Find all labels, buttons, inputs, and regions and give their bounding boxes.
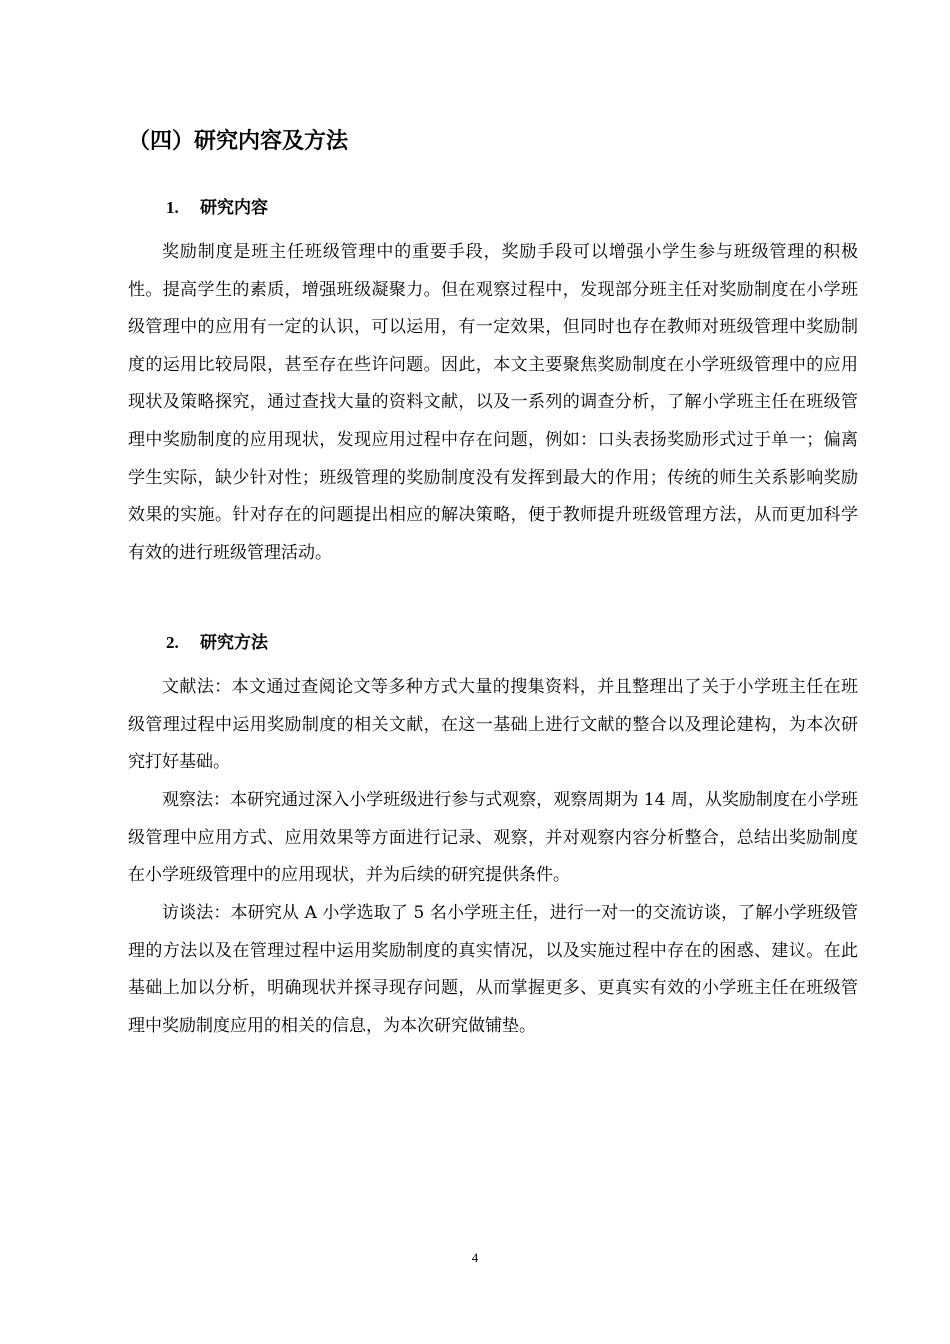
page-number: 4 [471,1250,479,1265]
subsection-heading-methods [166,630,268,656]
subsection-number: 1. [166,198,179,217]
subsection-heading-content [166,195,268,221]
paragraph-research-content: 奖励制度是班主任班级管理中的重要手段，奖励手段可以增强小学生参与班级管理的积极性。提高学生的素质，增强班级凝聚力。但在观察过程中，发现部分班主任对奖励制度在小学班级管理中的应用有一定的认识，可以运用，有一定效果，但同时也存在教师对班级管理中奖励制度的运用比较局限，甚至存在些许问题。因此，本文主要聚焦奖励制度在小学班级管理中的应用现状及策略探究，通过查找大量的资料文献，以及一系列的调查分析，了解小学班主任在班级管理中奖励制度的应用现状，发现应用过程中存在问题，例如：口头表扬奖励形式过于单一；偏离学生实际，缺少针对性；班级管理的奖励制度没有发挥到最大的作用；传统的师生关系影响奖励效果的实施。针对存在的问题提出相应的解决策略，便于教师提升班级管理方法，从而更加科学有效的进行班级管理活动。 [128,242,858,563]
paragraph-literature-method: 文献法：本文通过查阅论文等多种方式大量的搜集资料，并且整理出了关于小学班主任在班级管理过程中运用奖励制度的相关文献，在这一基础上进行文献的整合以及理论建构，为本次研究打好基础。 [128,677,858,773]
paragraph-interview-method: 访谈法：本研究从 A 小学选取了 5 名小学班主任，进行一对一的交流访谈，了解小学班级管理的方法以及在管理过程中运用奖励制度的真实情况，以及实施过程中存在的困惑、建议。在此基础上加以分析，明确现状并探寻现存问题，从而掌握更多、更真实有效的小学班主任在班级管理中奖励制度应用的相关的信息，为本次研究做铺垫。 [128,903,858,1036]
subsection-title: 研究方法 [200,633,268,653]
subsection-title: 研究内容 [200,198,268,218]
subsection-number: 2. [166,633,179,652]
section-title: （四）研究内容及方法 [128,129,349,154]
paragraph-observation-method: 观察法：本研究通过深入小学班级进行参与式观察，观察周期为 14 周，从奖励制度在小学班级管理中应用方式、应用效果等方面进行记录、观察，并对观察内容分析整合，总结出奖励制度在小学班级管理中的应用现状，并为后续的研究提供条件。 [128,790,858,886]
